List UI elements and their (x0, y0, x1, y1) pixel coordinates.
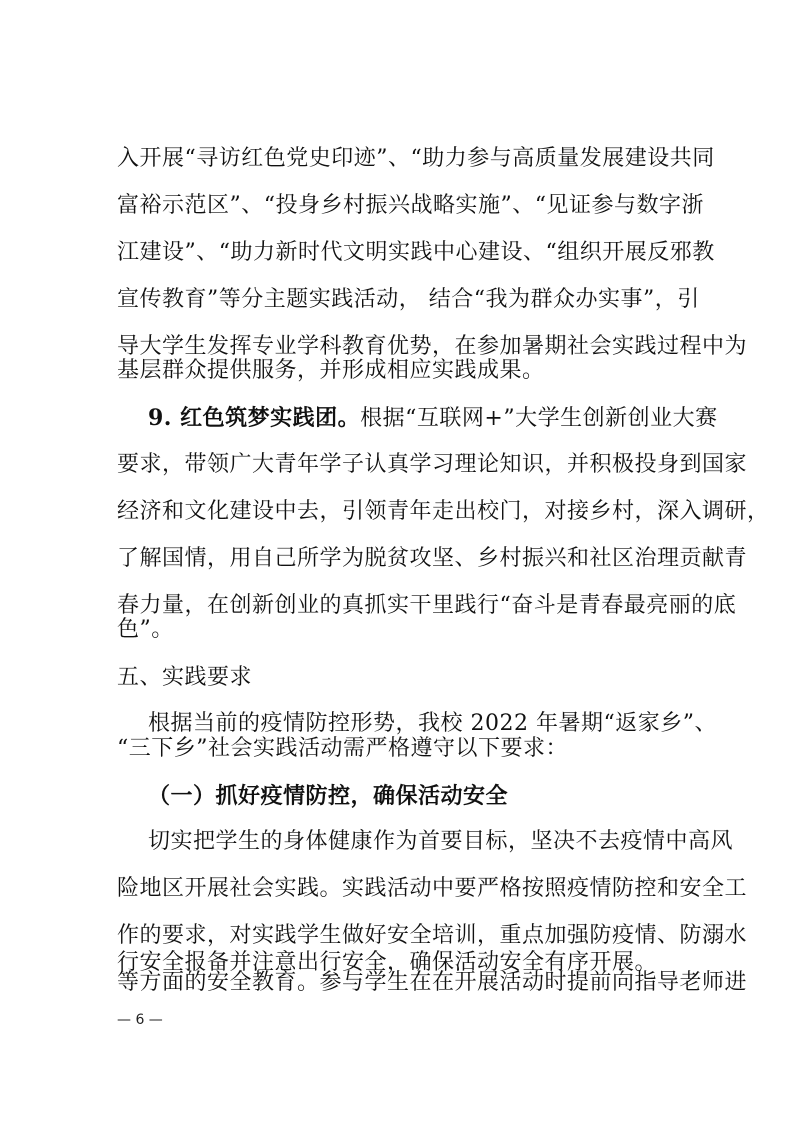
text-line: 了解国情，用自己所学为脱贫攻坚、乡村振兴和社区治理贡献青 (117, 546, 748, 571)
text-line: “三下乡”社会实践活动需严格遵守以下要求： (117, 736, 568, 761)
text-line-last: 行安全报备并注意出行安全，确保活动安全有序开展。 (117, 950, 658, 975)
paragraph-9-text: 根据“互联网+”大学生创新创业大赛 (360, 406, 718, 431)
text-line: 切实把学生的身体健康作为首要目标，坚决不去疫情中高风 (148, 829, 734, 854)
subsection-heading: （一）抓好疫情防控，确保活动安全 (148, 783, 509, 809)
text-line: 导大学生发挥专业学科教育优势，在参加暑期社会实践过程中为 (117, 334, 748, 359)
text-line: 根据当前的疫情防控形势，我校 2022 年暑期“返家乡”、 (148, 711, 717, 736)
text-line: 作的要求，对实践学生做好安全培训，重点加强防疫情、防溺水 (117, 923, 748, 948)
paragraph-9-first-line (148, 402, 718, 434)
page-number: — 6 — (117, 1012, 163, 1028)
text-line: 入开展“寻访红色党史印迹”、“助力参与高质量发展建设共同 (117, 146, 715, 171)
paragraph-9-title: 9. 红色筑梦实践团。 (148, 405, 361, 431)
text-line: 富裕示范区”、“投身乡村振兴战略实施”、“见证参与数字浙 (117, 193, 704, 218)
text-line: 宣传教育”等分主题实践活动， 结合“我为群众办实事”，引 (117, 287, 700, 312)
text-line: 江建设”、“助力新时代文明实践中心建设、“组织开展反邪教 (117, 240, 715, 265)
text-line: 等方面的安全教育。参与学生在在开展活动时提前向指导老师进 (117, 970, 748, 995)
text-line: 要求，带领广大青年学子认真学习理论知识，并积极投身到国家 (117, 452, 748, 477)
text-line: 春力量，在创新创业的真抓实干里践行“奋斗是青春最亮丽的底 (117, 593, 737, 618)
text-line: 险地区开展社会实践。实践活动中要严格按照疫情防控和安全工 (117, 876, 748, 901)
section-heading: 五、实践要求 (117, 665, 253, 690)
text-line: 色”。 (117, 617, 174, 642)
text-line: 基层群众提供服务，并形成相应实践成果。 (117, 358, 545, 383)
text-line: 经济和文化建设中去，引领青年走出校门，对接乡村，深入调研， (117, 499, 770, 524)
